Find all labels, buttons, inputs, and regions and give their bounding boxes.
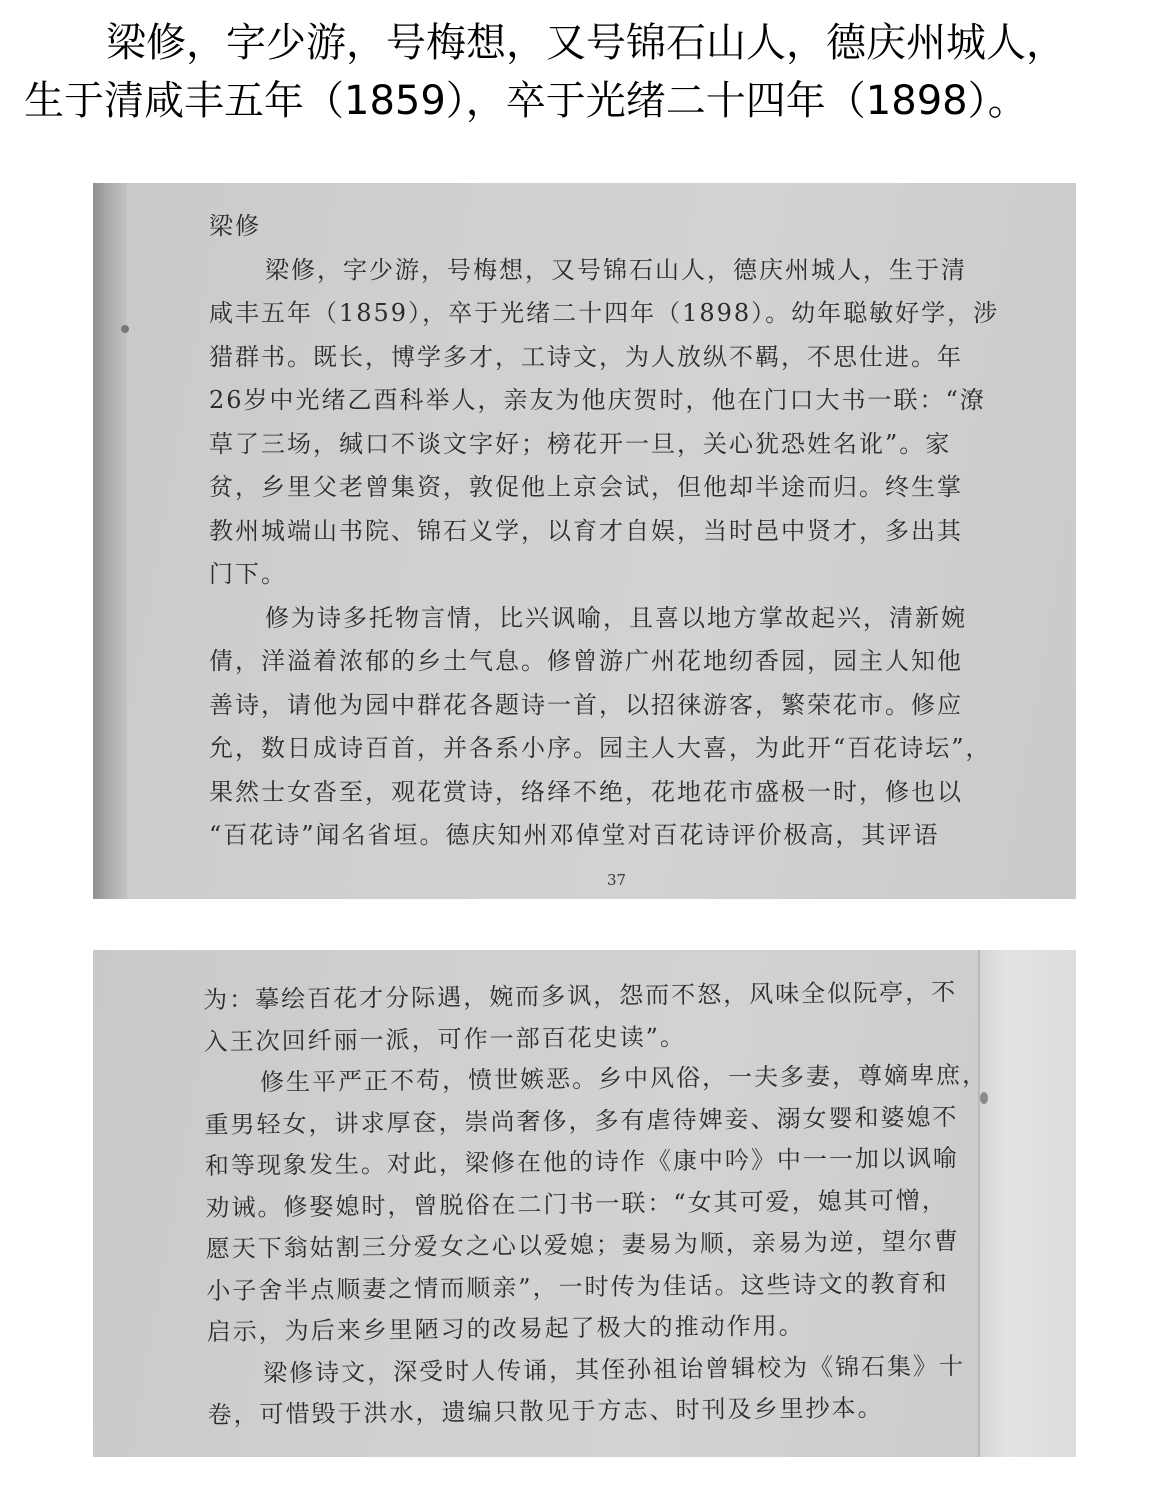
- page-2-text: [203, 972, 989, 1436]
- page-1-line: 贫，乡里父老曾集资，敦促他上京会试，但他却半途而归。终生掌: [209, 473, 963, 501]
- page-1-line: 修为诗多托物言情，比兴讽喻，且喜以地方掌故起兴，清新婉: [265, 603, 967, 632]
- page-1-line: 允，数日成诗百首，并各系小序。园主人大喜，为此开“百花诗坛”，: [209, 734, 992, 762]
- page-1-line: 果然士女沓至，观花赏诗，络绎不绝，花地花市盛极一时，修也以: [209, 777, 963, 806]
- intro-line-2: 生于清咸丰五年（1859），卒于光绪二十四年（1898）。: [24, 78, 1028, 124]
- page-2-line: 和等现象发生。对此，梁修在他的诗作《康中吟》中一一加以讽喻: [204, 1144, 960, 1180]
- page-1-heading: 梁修: [209, 212, 261, 240]
- page-1-line: 26岁中光绪乙酉科举人，亲友为他庆贺时，他在门口大书一联：“潦: [209, 386, 986, 414]
- page-1-line: 门下。: [209, 560, 287, 588]
- page-1-line: 猎群书。既长，博学多才，工诗文，为人放纵不羁，不思仕进。年: [209, 342, 963, 371]
- page-number: 37: [607, 871, 627, 889]
- page-2-line: 启示，为后来乡里陋习的改易起了极大的推动作用。: [206, 1311, 805, 1346]
- page-1-line: 善诗，请他为园中群花各题诗一首，以招徕游客，繁荣花市。修应: [209, 690, 963, 719]
- page-1-line: 草了三场，缄口不谈文字好；榜花开一旦，关心犹恐姓名讹”。家: [209, 429, 952, 458]
- page-1-line: “百花诗”闻名省垣。德庆知州邓倬堂对百花诗评价极高，其评语: [209, 821, 940, 849]
- page-2-line: 重男轻女，讲求厚奁，崇尚奢侈，多有虐待婢妾、溺女婴和婆媳不: [204, 1102, 959, 1139]
- page-2-line: 入王次回纤丽一派，可作一部百花史读”。: [203, 1022, 687, 1056]
- intro-line-1: 梁修，字少游，号梅想，又号锦石山人，德庆州城人，: [106, 20, 1066, 66]
- page-1-line: 梁修，字少游，号梅想，又号锦石山人，德庆州城人，生于清: [265, 255, 967, 284]
- page-mark: [121, 325, 129, 333]
- page-1-text: [209, 205, 1009, 858]
- page-2-line: 小子舍半点顺妻之情而顺亲”，一时传为佳话。这些诗文的教育和: [206, 1268, 949, 1305]
- page-1-line: 教州城端山书院、锦石义学，以育才自娱，当时邑中贤才，多出其: [209, 516, 963, 545]
- page-2-line: 劝诫。修娶媳时，曾脱俗在二门书一联：“女其可爱，媳其可憎，: [205, 1185, 948, 1222]
- intro-text: [24, 14, 1159, 130]
- page-shadow-edge: [93, 183, 127, 899]
- page-2-line: 修生平严正不苟，愤世嫉恶。乡中风俗，一夫多妻，尊嫡卑庶，: [259, 1060, 989, 1097]
- book-page-photo-1: [93, 183, 1076, 899]
- page-2-line: 为：摹绘百花才分际遇，婉而多讽，怨而不怒，风味全似阮亭，不: [203, 978, 958, 1014]
- page-shadow-edge: [978, 950, 1076, 1457]
- book-page-photo-2: [93, 950, 1076, 1457]
- page-1-line: 咸丰五年（1859），卒于光绪二十四年（1898）。幼年聪敏好学，涉: [209, 299, 1000, 327]
- page-2-line: 卷，可惜毁于洪水，遗编只散见于方志、时刊及乡里抄本。: [207, 1393, 884, 1429]
- page-1-line: 倩，洋溢着浓郁的乡土气息。修曾游广州花地纫香园，园主人知他: [209, 647, 963, 675]
- page-2-line: 梁修诗文，深受时人传诵，其侄孙祖诒曾辑校为《锦石集》十: [262, 1351, 966, 1387]
- page-2-line: 愿天下翁姑割三分爱女之心以爱媳；妻易为顺，亲易为逆，望尔曹: [205, 1227, 960, 1263]
